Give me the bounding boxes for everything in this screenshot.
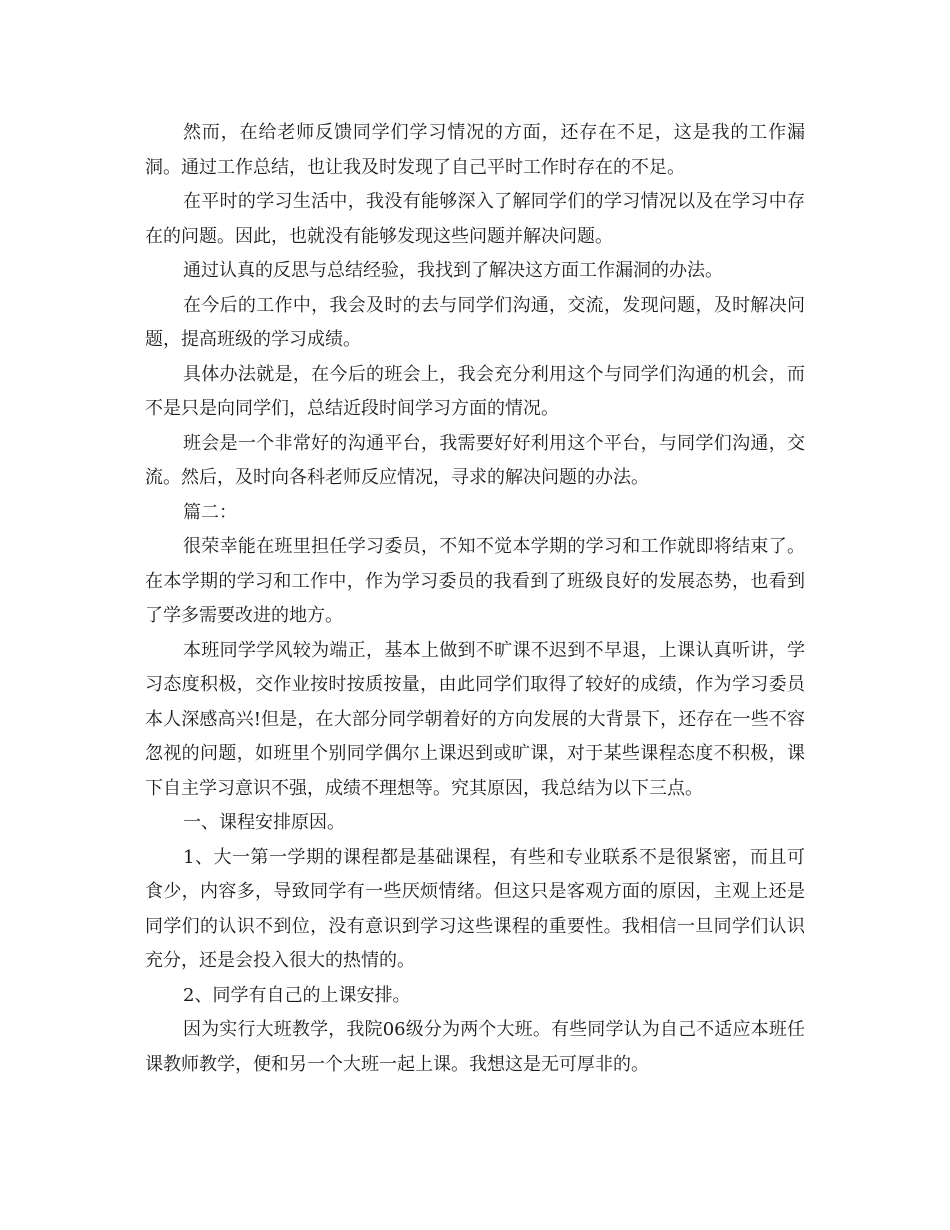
paragraph: 通过认真的反思与总结经验，我找到了解决这方面工作漏洞的办法。 bbox=[183, 260, 723, 281]
paragraph: 班会是一个非常好的沟通平台，我需要好好利用这个平台，与同学们沟通，交流。然后，及时向各科老师反应情况，寻求的解决问题的办法。 bbox=[145, 432, 805, 488]
paragraph: 然而，在给老师反馈同学们学习情况的方面，还存在不足，这是我的工作漏洞。通过工作总结，也让我及时发现了自己平时工作时存在的不足。 bbox=[145, 122, 805, 178]
paragraph: 很荣幸能在班里担任学习委员，不知不觉本学期的学习和工作就即将结束了。在本学期的学习和工作中，作为学习委员的我看到了班级良好的发展态势，也看到了学多需要改进的地方。 bbox=[145, 536, 805, 626]
list-heading: 一、课程安排原因。 bbox=[183, 812, 345, 833]
list-item: 2、同学有自己的上课安排。 bbox=[183, 984, 411, 1006]
list-item: 1、大一第一学期的课程都是基础课程，有些和专业联系不是很紧密，而且可食少，内容多，导致同学有一些厌烦情绪。但这只是客观方面的原因，主观上还是同学们的认识不到位，没有意识到学习这些课程的重要性。我相信一旦同学们认识充分，还是会投入很大的热情的。 bbox=[145, 846, 805, 971]
paragraph: 在今后的工作中，我会及时的去与同学们沟通，交流，发现问题，及时解决问题，提高班级的学习成绩。 bbox=[145, 294, 805, 350]
section-heading: 篇二： bbox=[183, 501, 237, 523]
document-body bbox=[145, 116, 805, 1082]
paragraph: 因为实行大班教学，我院06级分为两个大班。有些同学认为自己不适应本班任课教师教学，便和另一个大班一起上课。我想这是无可厚非的。 bbox=[145, 1019, 805, 1075]
paragraph: 具体办法就是，在今后的班会上，我会充分利用这个与同学们沟通的机会，而不是只是向同学们，总结近段时间学习方面的情况。 bbox=[145, 363, 805, 419]
paragraph: 本班同学学风较为端正，基本上做到不旷课不迟到不早退，上课认真听讲，学习态度积极，交作业按时按质按量，由此同学们取得了较好的成绩，作为学习委员本人深感高兴!但是，在大部分同学朝着好的方向发展的大背景下，还存在一些不容忽视的问题，如班里个别同学偶尔上课迟到或旷课，对于某些课程态度不积极，课下自主学习意识不强，成绩不理想等。究其原因，我总结为以下三点。 bbox=[145, 639, 805, 799]
paragraph: 在平时的学习生活中，我没有能够深入了解同学们的学习情况以及在学习中存在的问题。因此，也就没有能够发现这些问题并解决问题。 bbox=[145, 191, 805, 247]
